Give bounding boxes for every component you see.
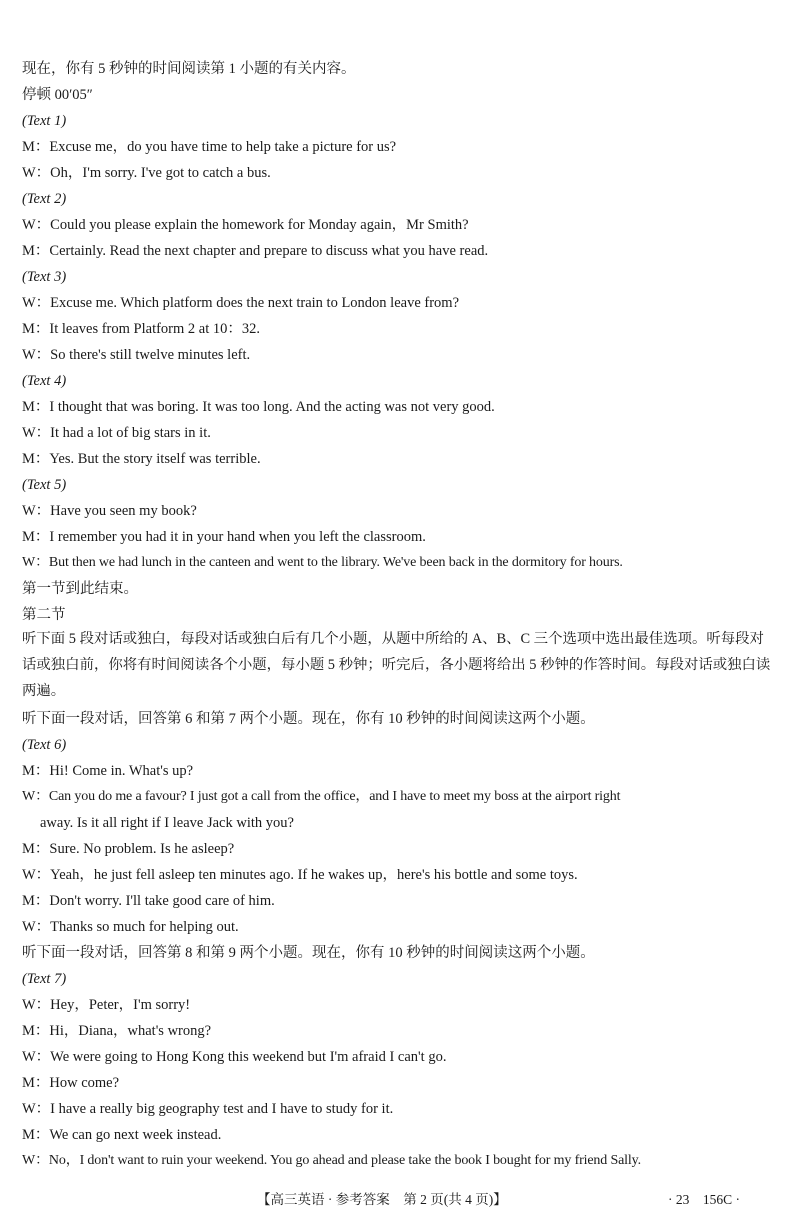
dialogue-line: M：Sure. No problem. Is he asleep? [22,841,235,857]
instruction-line: 听下面一段对话，回答第 8 和第 9 两个小题。现在，你有 10 秒钟的时间阅读这两个小题。 [22,945,595,961]
dialogue-line: W：Thanks so much for helping out. [22,919,239,935]
dialogue-line: W：We were going to Hong Kong this weekend but I'm afraid I can't go. [22,1049,447,1065]
dialogue-line: W：So there's still twelve minutes left. [22,347,251,363]
text-label: (Text 4) [22,373,67,389]
section-end-line: 第一节到此结束。 [22,581,138,597]
dialogue-line: W：Could you please explain the homework for Monday again，Mr Smith? [22,217,469,233]
dialogue-line: W：But then we had lunch in the canteen and went to the library. We've been back in the dormitory for hours. [22,555,623,570]
dialogue-line: M：Don't worry. I'll take good care of him. [22,893,275,909]
dialogue-line: M：Hi，Diana，what's wrong? [22,1023,212,1039]
section-heading: 第二节 [22,607,66,623]
dialogue-line: W：Hey，Peter，I'm sorry! [22,997,191,1013]
footer-page-info: 【高三英语 · 参考答案 第 2 页(共 4 页)】 [257,1192,507,1207]
dialogue-line: M：It leaves from Platform 2 at 10：32. [22,321,260,337]
dialogue-line: W：Can you do me a favour? I just got a call from the office，and I have to meet my boss at the airport right [22,789,621,804]
dialogue-line-continuation: away. Is it all right if I leave Jack with you? [40,815,294,831]
dialogue-line: M：Hi! Come in. What's up? [22,763,194,779]
dialogue-line: M：We can go next week instead. [22,1127,222,1143]
dialogue-line: W：Oh，I'm sorry. I've got to catch a bus. [22,165,271,181]
text-label: (Text 7) [22,971,67,987]
dialogue-line: M：Yes. But the story itself was terrible. [22,451,261,467]
text-label: (Text 5) [22,477,67,493]
dialogue-line: M：Excuse me，do you have time to help take a picture for us? [22,139,397,155]
dialogue-line: M：How come? [22,1075,120,1091]
page-footer [0,1186,794,1208]
dialogue-line: W：I have a really big geography test and I have to study for it. [22,1101,394,1117]
dialogue-line: W：Yeah，he just fell asleep ten minutes ago. If he wakes up，here's his bottle and some toys. [22,867,578,883]
text-label: (Text 2) [22,191,67,207]
dialogue-line: W：Excuse me. Which platform does the next train to London leave from? [22,295,460,311]
dialogue-line: M：I remember you had it in your hand when you left the classroom. [22,529,426,545]
text-label: (Text 3) [22,269,67,285]
dialogue-line: W：It had a lot of big stars in it. [22,425,211,441]
dialogue-line: W：No，I don't want to ruin your weekend. You go ahead and please take the book I bought for my friend Sally. [22,1153,641,1168]
dialogue-line: M：Certainly. Read the next chapter and prepare to discuss what you have read. [22,243,489,259]
dialogue-line: W：Have you seen my book? [22,503,197,519]
text-label: (Text 6) [22,737,67,753]
footer-code: · 23 156C · [668,1192,740,1207]
pause-line: 停顿 00′05″ [22,87,93,103]
text-label: (Text 1) [22,113,67,129]
section-instructions: 听下面 5 段对话或独白，每段对话或独白后有几个小题，从题中所给的 A、B、C 三个选项中选出最佳选项。听每段对话或独白前，你将有时间阅读各个小题，每小题 5 秒钟；听完后，各小题将给出 5 秒钟的作答时间。每段对话或独白读两遍。 [22,631,771,699]
instruction-line: 听下面一段对话，回答第 6 和第 7 两个小题。现在，你有 10 秒钟的时间阅读这两个小题。 [22,711,595,727]
instruction-line: 现在，你有 5 秒钟的时间阅读第 1 小题的有关内容。 [22,61,356,77]
dialogue-line: M：I thought that was boring. It was too long. And the acting was not very good. [22,399,495,415]
